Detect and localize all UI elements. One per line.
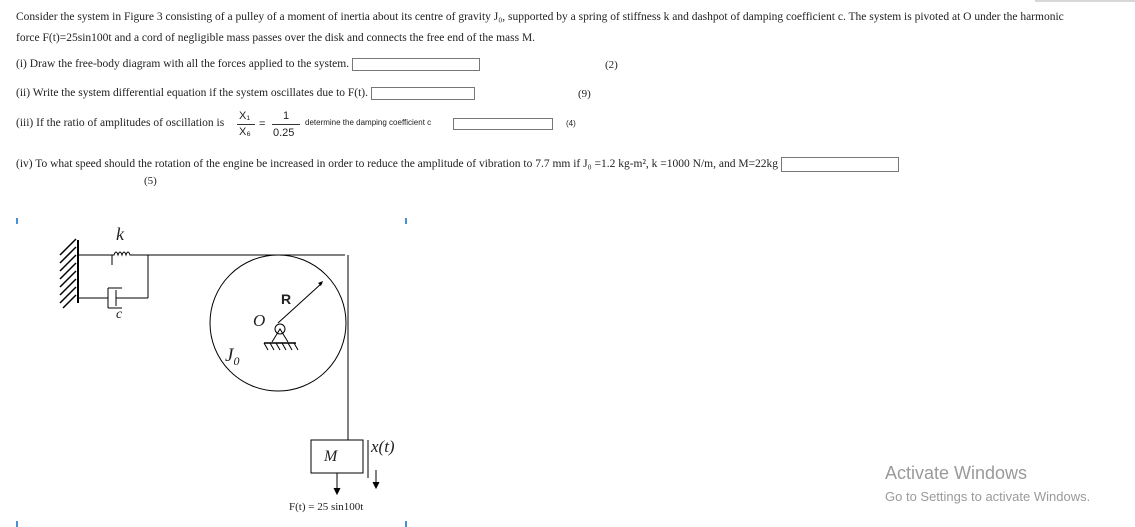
question-iii-post: determine the damping coefficient c xyxy=(305,118,432,127)
activate-windows-subtitle: Go to Settings to activate Windows. xyxy=(885,489,1091,504)
force-arrow xyxy=(334,473,340,494)
ratio-equals: = xyxy=(259,118,266,130)
ratio-numerator: X₁ xyxy=(239,110,251,122)
fraction-denominator: 0.25 xyxy=(273,127,295,139)
cord xyxy=(148,255,348,440)
question-i-text: (i) Draw the free-body diagram with all the forces applied to the system. xyxy=(16,58,350,71)
damping-label: c xyxy=(116,307,123,322)
marks-i: (2) xyxy=(605,59,618,71)
intro-line-2: force F(t)=25sin100t and a cord of negligible mass passes over the disk and connects the free end of the mass M. xyxy=(16,32,536,44)
intro-line-1: Consider the system in Figure 3 consisting of a pulley of a moment of inertia about its centre of gravity J₀, supported by a spring of stiffness k and dashpot of damping coefficient c. The system is pivoted at O under the harmonic xyxy=(16,11,1064,23)
displacement-label: x(t) xyxy=(371,437,395,456)
question-iii-text: (iii) If the ratio of amplitudes of oscillation is xyxy=(16,117,225,129)
marks-iii: (4) xyxy=(566,119,576,128)
marks-iv: (5) xyxy=(144,175,157,187)
ratio-denominator: X₆ xyxy=(239,126,251,138)
force-label: F(t) = 25 sin100t xyxy=(289,501,364,513)
marks-ii: (9) xyxy=(578,88,591,100)
wall xyxy=(60,239,78,308)
activate-windows-title: Activate Windows xyxy=(885,463,1028,483)
radius-label: R xyxy=(281,291,292,307)
inertia-label: $J_0$ xyxy=(225,345,240,368)
dashpot xyxy=(78,288,148,308)
fraction-numerator: 1 xyxy=(283,110,290,122)
pivot-label: O xyxy=(253,311,266,330)
mass-label: M xyxy=(324,448,338,465)
pivot-support xyxy=(264,324,298,350)
spring xyxy=(78,252,148,265)
spring-stiffness-label: k xyxy=(116,224,124,244)
question-ii-text: (ii) Write the system differential equation if the system oscillates due to F(t). xyxy=(16,87,369,100)
question-iv-text: (iv) To what speed should the rotation of the engine be increased in order to reduce the amplitude of vibration to 7.7 mm if J₀ =1.2 kg-m², k =1000 N/m, and M=22kg xyxy=(16,158,779,171)
radius-arrowhead xyxy=(318,281,323,286)
